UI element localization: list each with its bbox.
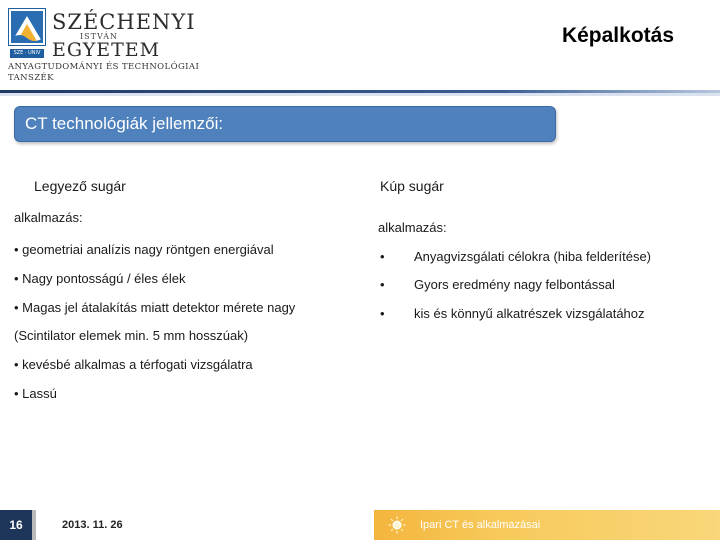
left-list-item: • Nagy pontosságú / éles élek [14, 271, 186, 286]
logo-department-line2: TANSZÉK [8, 73, 54, 83]
slide-title: Képalkotás [561, 24, 674, 47]
slide-number: 16 [0, 510, 32, 540]
sun-icon [388, 516, 406, 534]
footer-course-title: Ipari CT és alkalmazásai [420, 519, 541, 531]
right-column-heading: Kúp sugár [380, 178, 444, 194]
bullet-icon: • [380, 249, 385, 264]
section-banner-title: CT technológiák jellemzői: [25, 114, 224, 133]
section-banner [14, 106, 556, 142]
header-divider [0, 90, 720, 96]
left-list-item: (Scintilator elemek min. 5 mm hosszúak) [14, 328, 249, 343]
bullet-icon: • [380, 306, 385, 321]
left-column-heading: Legyező sugár [34, 178, 126, 194]
right-list-item: Gyors eredmény nagy felbontással [414, 277, 615, 292]
university-emblem-icon [8, 8, 46, 46]
left-list-item: • kevésbé alkalmas a térfogati vizsgálatra [14, 357, 253, 372]
university-logo [8, 8, 218, 83]
left-column-label: alkalmazás: [14, 210, 83, 225]
footer-date: 2013. 11. 26 [62, 519, 123, 531]
right-list-item: Anyagvizsgálati célokra (hiba felderítése) [414, 249, 652, 264]
left-list-item: • Lassú [14, 386, 57, 401]
right-list-item: kis és könnyű alkatrészek vizsgálatához [414, 306, 645, 321]
logo-name-small: ISTVÁN [80, 32, 118, 41]
left-list-item: • geometriai analízis nagy röntgen energiával [14, 242, 274, 257]
logo-badge: SZE · UNIV [10, 49, 44, 58]
logo-department-line1: ANYAGTUDOMÁNYI ÉS TECHNOLÓGIAI [8, 62, 200, 72]
logo-name-line2: EGYETEM [52, 39, 161, 61]
right-column-label: alkalmazás: [378, 220, 447, 235]
left-list-item: • Magas jel átalakítás miatt detektor mérete nagy [14, 300, 296, 315]
bullet-icon: • [380, 277, 385, 292]
slide-number-edge [32, 510, 36, 540]
logo-name-line1: SZÉCHENYI [52, 10, 196, 34]
